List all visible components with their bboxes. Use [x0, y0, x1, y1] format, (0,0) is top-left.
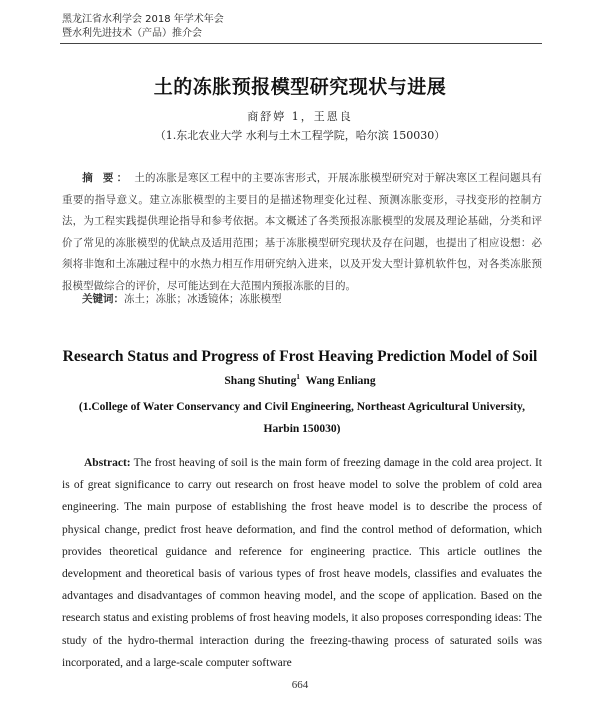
english-abstract-label: Abstract: — [84, 457, 131, 469]
english-title: Research Status and Progress of Frost Heaving Prediction Model of Soil — [62, 348, 538, 365]
chinese-affiliation: （1.东北农业大学 水利与土木工程学院，哈尔滨 150030） — [154, 129, 446, 142]
chinese-keywords-label: 关键词： — [82, 293, 124, 305]
running-head — [62, 13, 224, 41]
english-affiliation: (1.College of Water Conservancy and Civil Engineering, Northeast Agricultural University, Harbin 150030) — [78, 401, 526, 435]
english-abstract-text: The frost heaving of soil is the main form of freezing damage in the cold area project. It is of great significance to carry out research on frost heave model to solve the problem of cold area engineering. The main purpose of establishing the frost heave model is to describe the process of physical change, predict frost heave deformation, and find the control method of deformation, which provides theoretical guidance and reference for engineering practice. This article outlines the development and theoretical basis of various types of frost heave models, classifies and evaluates the advantages and disadvantages of common heaving model, and the scope of application. Based on the research status and existing problems of frost heaving models, it also proposes corresponding ideas: The study of the hydro-thermal interaction during the freezing-thawing process of saturated soils was incorporated, and a large-scale computer software — [62, 457, 542, 669]
page-number: 664 — [291, 679, 309, 691]
chinese-abstract-label: 摘 要： — [82, 172, 131, 184]
chinese-authors: 商舒婷 1，王恩良 — [247, 110, 353, 123]
english-authors — [0, 373, 600, 387]
running-head-line-1: 黑龙江省水利学会 2018 年学术年会 — [62, 14, 224, 25]
chinese-keywords-text: 冻土；冻胀；冰透镜体；冻胀模型 — [124, 293, 282, 305]
chinese-abstract-text: 土的冻胀是寒区工程中的主要冻害形式，开展冻胀模型研究对于解决寒区工程问题具有重要的指导意义。建立冻胀模型的主要目的是描述物理变化过程、预测冻胀变形，寻找变形的控制方法，为工程实践提供理论指导和参考依据。本文概述了各类预报冻胀模型的发展及理论基础，分类和评价了常见的冻胀模型的优缺点及适用范围；基于冻胀模型研究现状及存在问题，也提出了相应设想：必须将非饱和土冻融过程中的水热力相互作用研究纳入进来，以及开发大型计算机软件包，对各类冻胀预报模型做综合的评价，尽可能达到在大范围内预报冻胀的目的。 — [62, 172, 542, 292]
header-rule — [60, 43, 542, 44]
chinese-title: 土的冻胀预报模型研究现状与进展 — [153, 76, 447, 98]
chinese-abstract — [62, 168, 542, 297]
english-abstract — [62, 452, 542, 674]
running-head-line-2: 暨水利先进技术（产品）推介会 — [62, 28, 202, 39]
chinese-keywords — [82, 291, 542, 306]
english-author-1: Shang Shuting — [224, 374, 297, 387]
english-author-2: Wang Enliang — [305, 374, 376, 387]
english-author-1-affil-mark: 1 — [296, 373, 300, 381]
